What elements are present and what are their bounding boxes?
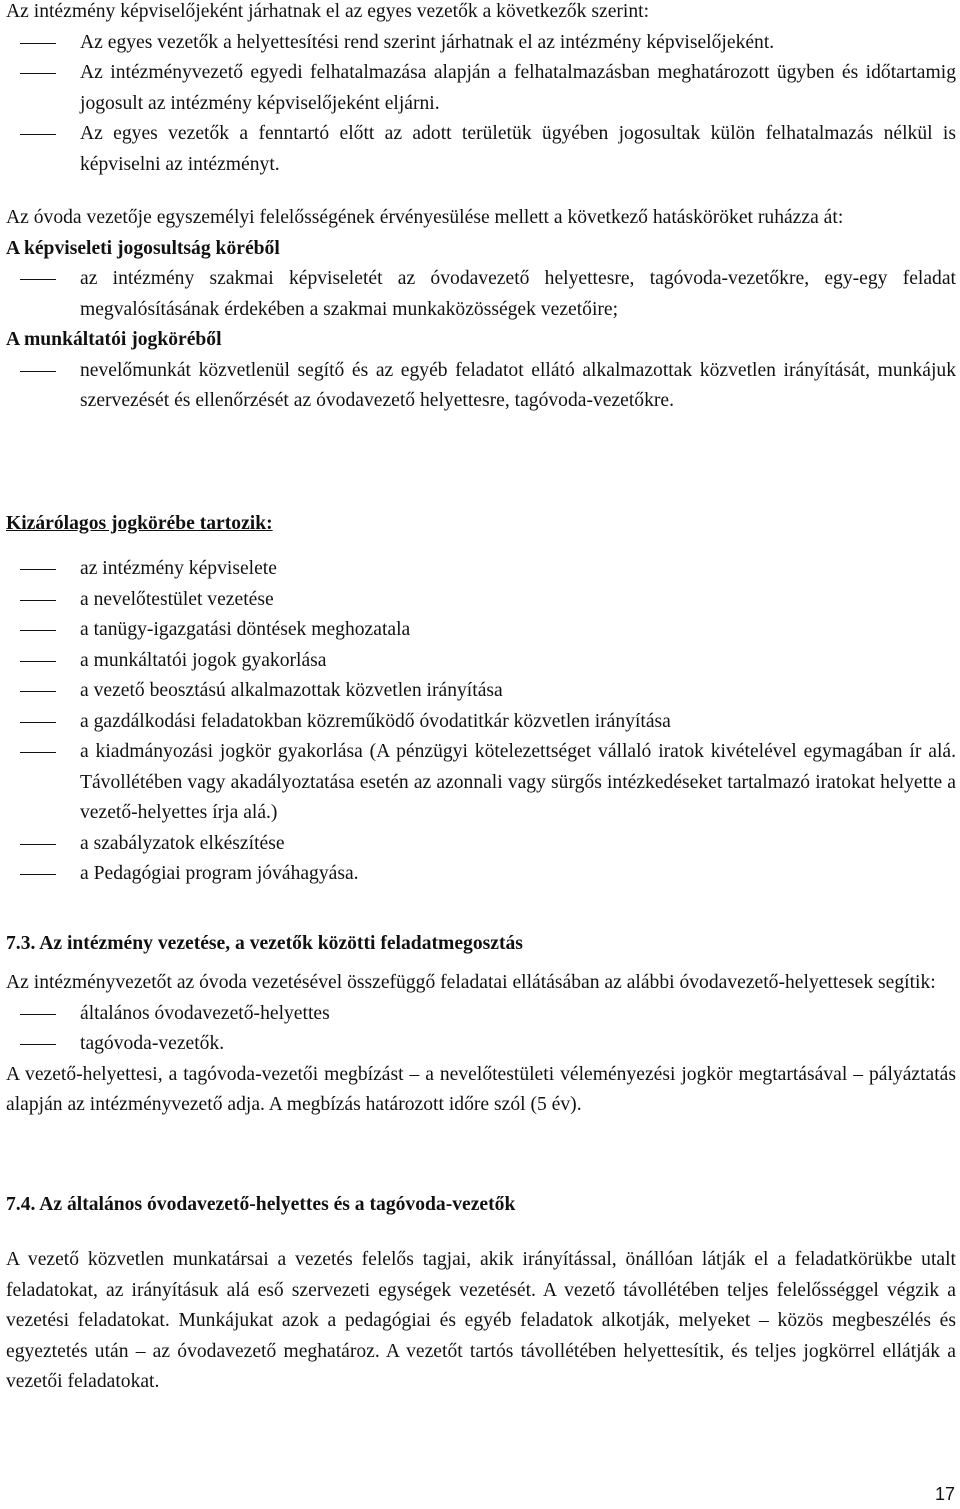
list-item: a szabályzatok elkészítése	[6, 829, 956, 860]
section-7-4-heading: 7.4. Az általános óvodavezető-helyettes és a tagóvoda-vezetők	[6, 1194, 516, 1215]
list-item: Az egyes vezetők a fenntartó előtt az adott területük ügyében jogosultak külön felhatalmazás nélkül is képviselni az intézményt.	[6, 119, 956, 180]
delegation-intro: Az óvoda vezetője egyszemélyi felelősségének érvényesülése mellett a következő hatásköröket ruházza át:	[6, 207, 844, 228]
employer-list	[6, 356, 956, 417]
repr-list	[6, 264, 956, 325]
list-item: a nevelőtestület vezetése	[6, 585, 956, 616]
list-item: a munkáltatói jogok gyakorlása	[6, 646, 956, 677]
list-item: a tanügy-igazgatási döntések meghozatala	[6, 615, 956, 646]
list-item: a Pedagógiai program jóváhagyása.	[6, 859, 956, 890]
list-item: az intézmény szakmai képviseletét az óvodavezető helyettesre, tagóvoda-vezetőkre, egy-egy feladat megvalósításának érdekében a szakmai munkaközösségek vezetőire;	[6, 264, 956, 325]
delegation-section	[6, 203, 956, 417]
list-item: Az intézményvezető egyedi felhatalmazása alapján a felhatalmazásban meghatározott ügyben és időtartamig jogosult az intézmény képviselőjeként eljárni.	[6, 58, 956, 119]
exclusive-section	[6, 554, 956, 890]
page-number: 17	[934, 1484, 955, 1504]
list-item: az intézmény képviselete	[6, 554, 956, 585]
list-item: a vezető beosztású alkalmazottak közvetlen irányítása	[6, 676, 956, 707]
section-7-3-heading: 7.3. Az intézmény vezetése, a vezetők közötti feladatmegosztás	[6, 933, 523, 954]
exclusive-list	[6, 554, 956, 890]
list-item: a gazdálkodási feladatokban közreműködő óvodatitkár közvetlen irányítása	[6, 707, 956, 738]
representation-intro: Az intézmény képviselőjeként járhatnak el az egyes vezetők a következők szerint:	[6, 1, 650, 22]
repr-heading: A képviseleti jogosultság köréből	[6, 237, 280, 259]
representation-section	[6, 0, 956, 180]
list-item: nevelőmunkát közvetlenül segítő és az egyéb feladatot ellátó alkalmazottak közvetlen irányítását, munkájuk szervezését és ellenőrzését az óvodavezető helyettesre, tagóvoda-vezetőkre.	[6, 356, 956, 417]
section-7-3-intro: Az intézményvezetőt az óvoda vezetésével összefüggő feladatai ellátásában az alábbi óvodavezető-helyettesek segítik:	[6, 972, 936, 993]
deputy-list	[6, 999, 956, 1060]
representation-list	[6, 28, 956, 181]
list-item: tagóvoda-vezetők.	[6, 1029, 956, 1060]
list-item: általános óvodavezető-helyettes	[6, 999, 956, 1030]
list-item: a kiadmányozási jogkör gyakorlása (A pénzügyi kötelezettséget vállaló iratok kivételével egymagában ír alá. Távollétében vagy akadályoztatása esetén az azonnali vagy sürgős intézkedéseket tartalmazó iratokat helyette a vezető-helyettes írja alá.)	[6, 737, 956, 829]
section-7-3	[6, 968, 956, 1121]
employer-heading: A munkáltatói jogköréből	[6, 329, 222, 350]
list-item: Az egyes vezetők a helyettesítési rend szerint járhatnak el az intézmény képviselőjeként.	[6, 28, 956, 59]
section-7-3-paragraph: A vezető-helyettesi, a tagóvoda-vezetői megbízást – a nevelőtestületi véleményezési jogkör megtartásával – pályáztatás alapján az intézményvezető adja. A megbízás határozott időre szól (5 év).	[6, 1063, 956, 1115]
exclusive-heading: Kizárólagos jogkörébe tartozik:	[6, 513, 273, 534]
section-7-4-paragraph: A vezető közvetlen munkatársai a vezetés felelős tagjai, akik irányítással, önállóan látják el a feladatkörükbe utalt feladatokat, az irányításuk alá eső szervezeti egységek vezetését. A vezető távollétében teljes felelősséggel végzik a vezetési feladatokat. Munkájukat azok a pedagógiai és egyéb feladatok alkotják, melyeket – közös megbeszélés és egyeztetés után – az óvodavezető meghatároz. A vezetőt tartós távollétében helyettesítik, és teljes jogkörrel ellátják a vezetői feladatokat.	[6, 1249, 956, 1392]
